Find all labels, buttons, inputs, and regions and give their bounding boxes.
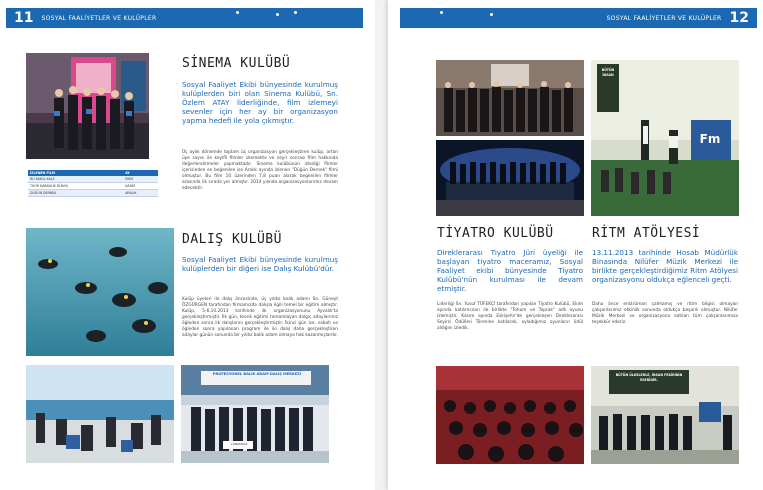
right-page xyxy=(388,0,763,490)
sinema-lead: Sosyal Faaliyet Ekibi bünyesinde kurulmuş kulüplerden biri olan Sinema Kulübü, Sn. Özlem ATAY liderliğinde, film izlemeyi sevenler için her ay bir organizasyon yapma hedefi ile yola çıkmıştır. xyxy=(182,80,338,125)
table-cell-film: THOR KARANLIK DÜNYA xyxy=(28,183,123,190)
table-row xyxy=(28,190,158,197)
header-dots-decoration xyxy=(236,11,296,17)
tiyatro-title: TİYATRO KULÜBÜ xyxy=(437,226,554,241)
table-row xyxy=(28,183,158,190)
films-table-header-month: AY xyxy=(123,170,158,176)
boat-name-label: CUNAMALE xyxy=(230,442,248,446)
ritm-body: Daha önce enstrüman çalmamış ve ritim bilgisi olmayan çalışanlarımız etkinlik sonunda oldukça başarılı olmuştur. Nilüfer Müzik Merkezi ve organizasyona katılan tüm çalışanlarımıza teşekkür ederiz. xyxy=(592,302,738,325)
right-page-number: 12 xyxy=(729,10,749,26)
ritm-lead: 13.11.2013 tarihinde Hosab Müdürlük Binasında Nilüfer Müzik Merkezi ile birlikte gerçekleştirdiğimiz Ritm Atölyesi organizasyonu oldukça eğlenceli geçti. xyxy=(592,248,738,284)
page-gutter xyxy=(375,0,388,490)
tiyatro-body: Liderliği Sn. Yusuf TÜFEKÇİ tarafından yapılan Tiyatro Kulübü, Ekim ayında katılımcıları ile birlikte "Tohum ve Toprak" adlı oyunu izlemiştir. Kasım ayında Eskişehir'de gerçekleşen Direklerarası Seyirci Ödülleri Törenine katılarak, oyladığımız oyunların ödül aldığını izledik. xyxy=(437,302,583,331)
right-header-title: SOSYAL FAALİYETLER VE KULÜPLER xyxy=(606,14,722,22)
table-cell-film: DÜĞÜN DERNEK xyxy=(28,190,123,197)
dalis-title: DALIŞ KULÜBÜ xyxy=(182,232,282,247)
sinema-films-table xyxy=(28,170,158,197)
ritm-poster-text: BÜTÜN İNSAN xyxy=(601,68,615,77)
sinema-title: SİNEMA KULÜBÜ xyxy=(182,56,291,71)
tiyatro-stage-photo xyxy=(436,140,584,216)
ritm-banner-text: BÜTÜN ÜLKELERLE, İNSAN FEKİRİNİN ESERİDİR. xyxy=(615,373,683,382)
sinema-body: Üç aylık dönemde toplam üç organizasyon gerçekleştiren kulüp, artan üye sayısı ile keyifli filmler izlemekte ve seyir sonrası film hakkında değerlendirmeler yapmaktadır. Sinema kulübünün izlediği filmler içerisinden en beğenilen ise Aralık ayında izlenen "Düğün Dernek" filmi olmuştur. Bu film 10 üzerinden 7,8 puan alarak beğenilen filmler arasında ilk sırada yer almıştır. 2014 yılında organizasyonlarımız devam edecektir. xyxy=(182,150,338,191)
table-cell-film: RU YAKOL KALE xyxy=(28,176,123,183)
tiyatro-lead: Direklerarası Tiyatro Jüri üyeliği ile başlayan tiyatro maceramız, Sosyal Faaliyet ekibi bünyesinde Tiyatro Kulübü'nün kurulması ile devam etmiştir. xyxy=(437,248,583,293)
dalis-body: Kulüp üyeleri ile dalış öncesinde, üç yıldız balık adamı Sn. Güneyt ÖZGÜRGEN tarafından firmamızda dalışla ilgili temel bir eğitim almıştır. Kulüp, 5-6.10.2013 tarihinde ilk organizasyonunu Ayvalık'ta gerçekleştirmiştir. İlk gün, teorik eğitimi tamamlayan dalgıç adaylarımız öğleden sonra ilk dalışlarını gerçekleştirmiştir. İkinci gün ise, sabah ve öğleden sonra yapılanan program ile iki dalış daha gerçekleştiren adaylar günün sonunda bir yıldız balık adam olmaya hak kazanmışlardır. xyxy=(182,297,338,338)
dalis-boat-photo xyxy=(26,365,174,463)
left-page-number: 11 xyxy=(14,10,34,26)
sinema-club-photo xyxy=(26,53,149,159)
left-header-title: SOSYAL FAALİYETLER VE KULÜPLER xyxy=(41,14,157,22)
ritm-workshop-photo xyxy=(591,60,739,216)
dalis-underwater-photo xyxy=(26,228,174,356)
tiyatro-audience-photo xyxy=(436,366,584,464)
left-page xyxy=(0,0,375,490)
table-cell-month: ARALIK xyxy=(123,190,158,197)
table-cell-month: KASIM xyxy=(123,183,158,190)
header-dots-decoration xyxy=(440,11,500,17)
ritm-title: RİTM ATÖLYESİ xyxy=(592,226,701,241)
tiyatro-group-photo xyxy=(436,60,584,136)
dalis-lead: Sosyal Faaliyet Ekibi bünyesinde kurulmuş kulüplerden bir diğeri ise Dalış Kulübü'dür. xyxy=(182,255,338,273)
left-header-bar xyxy=(6,8,363,28)
right-header-bar xyxy=(400,8,757,28)
dalis-center-photo xyxy=(181,365,329,463)
dive-center-banner: PROFESYONEL BALIK ADAM DALIŞ MERKEZİ xyxy=(212,372,302,376)
table-cell-month: EKİM xyxy=(123,176,158,183)
films-table-header-film: İZLENEN FİLM xyxy=(28,170,123,176)
ritm-group-photo xyxy=(591,366,739,464)
ritm-sign-text: Fm xyxy=(699,132,721,146)
